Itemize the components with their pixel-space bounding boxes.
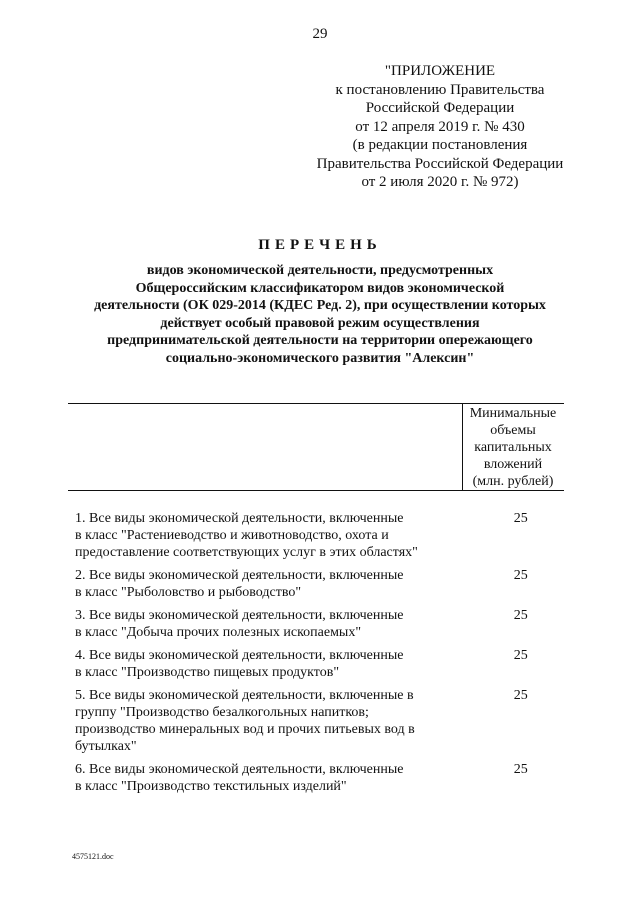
appendix-line: Российской Федерации <box>365 100 515 116</box>
row-text-line: производство минеральных вод и прочих питьевых вод в <box>75 722 415 737</box>
row-text-line: 5. Все виды экономической деятельности, включенные в <box>75 688 414 703</box>
row-text-line: в класс "Рыболовство и рыбоводство" <box>75 585 302 600</box>
row-value: 25 <box>513 568 528 583</box>
row-value: 25 <box>513 608 528 623</box>
row-text-line: группу "Производство безалкогольных напитков; <box>75 705 369 720</box>
row-text-line: 2. Все виды экономической деятельности, включенные <box>75 568 404 583</box>
activity-list <box>75 510 565 801</box>
row-description <box>75 510 468 561</box>
row-text-line: в класс "Производство текстильных изделий" <box>75 779 347 794</box>
row-description <box>75 647 468 681</box>
column-header-line: вложений <box>483 457 543 472</box>
document-title: ПЕРЕЧЕНЬ <box>258 237 382 253</box>
row-value: 25 <box>513 762 528 777</box>
subtitle-line: действует особый правовой режим осуществления <box>160 315 480 331</box>
appendix-line: (в редакции постановления <box>352 137 528 153</box>
row-description <box>75 687 468 755</box>
row-text-line: 3. Все виды экономической деятельности, включенные <box>75 608 404 623</box>
row-text-line: в класс "Растениеводство и животноводство, охота и <box>75 528 389 543</box>
appendix-line: "ПРИЛОЖЕНИЕ <box>384 63 496 79</box>
subtitle-line: Общероссийским классификатором видов экономической <box>135 280 505 296</box>
appendix-line: Правительства Российской Федерации <box>316 155 564 172</box>
table-top-rule <box>68 403 564 404</box>
row-description <box>75 567 468 601</box>
subtitle-line: предпринимательской деятельности на территории опережающего <box>107 333 533 348</box>
table-row <box>75 510 565 561</box>
row-description <box>75 607 468 641</box>
column-header <box>463 405 563 490</box>
row-text-line: 1. Все виды экономической деятельности, включенные <box>75 511 404 526</box>
subtitle-line: видов экономической деятельности, предусмотренных <box>146 263 494 278</box>
row-value: 25 <box>513 511 528 526</box>
column-header-line: (млн. рублей) <box>472 474 554 489</box>
row-description <box>75 761 468 795</box>
file-name: 4575121.doc <box>72 852 114 861</box>
appendix-header <box>290 62 590 192</box>
row-value: 25 <box>513 688 528 703</box>
row-text-line: в класс "Добыча прочих полезных ископаемых" <box>75 625 362 640</box>
appendix-line: от 12 апреля 2019 г. № 430 <box>355 118 525 135</box>
table-row <box>75 567 565 601</box>
row-text-line: в класс "Производство пищевых продуктов" <box>75 665 340 680</box>
subtitle-line: деятельности (ОК 029-2014 (КДЕС Ред. 2), при осуществлении которых <box>94 298 546 313</box>
subtitle-line: социально-экономического развития "Алексин" <box>165 350 475 366</box>
appendix-line: от 2 июля 2020 г. № 972) <box>361 174 519 190</box>
page-number: 29 <box>312 26 328 42</box>
table-row <box>75 647 565 681</box>
row-text-line: предоставление соответствующих услуг в этих областях" <box>75 545 418 560</box>
document-subtitle <box>60 262 580 367</box>
row-text-line: 4. Все виды экономической деятельности, включенные <box>75 648 404 663</box>
table-header-rule <box>68 490 564 491</box>
column-header-line: Минимальные <box>469 406 557 421</box>
row-text-line: бутылках" <box>75 739 137 754</box>
appendix-line: к постановлению Правительства <box>335 81 545 98</box>
column-header-line: капитальных <box>474 440 552 455</box>
table-row <box>75 687 565 755</box>
row-value: 25 <box>513 648 528 663</box>
row-text-line: 6. Все виды экономической деятельности, включенные <box>75 762 404 777</box>
column-header-line: объемы <box>490 423 536 438</box>
table-row <box>75 761 565 795</box>
table-row <box>75 607 565 641</box>
